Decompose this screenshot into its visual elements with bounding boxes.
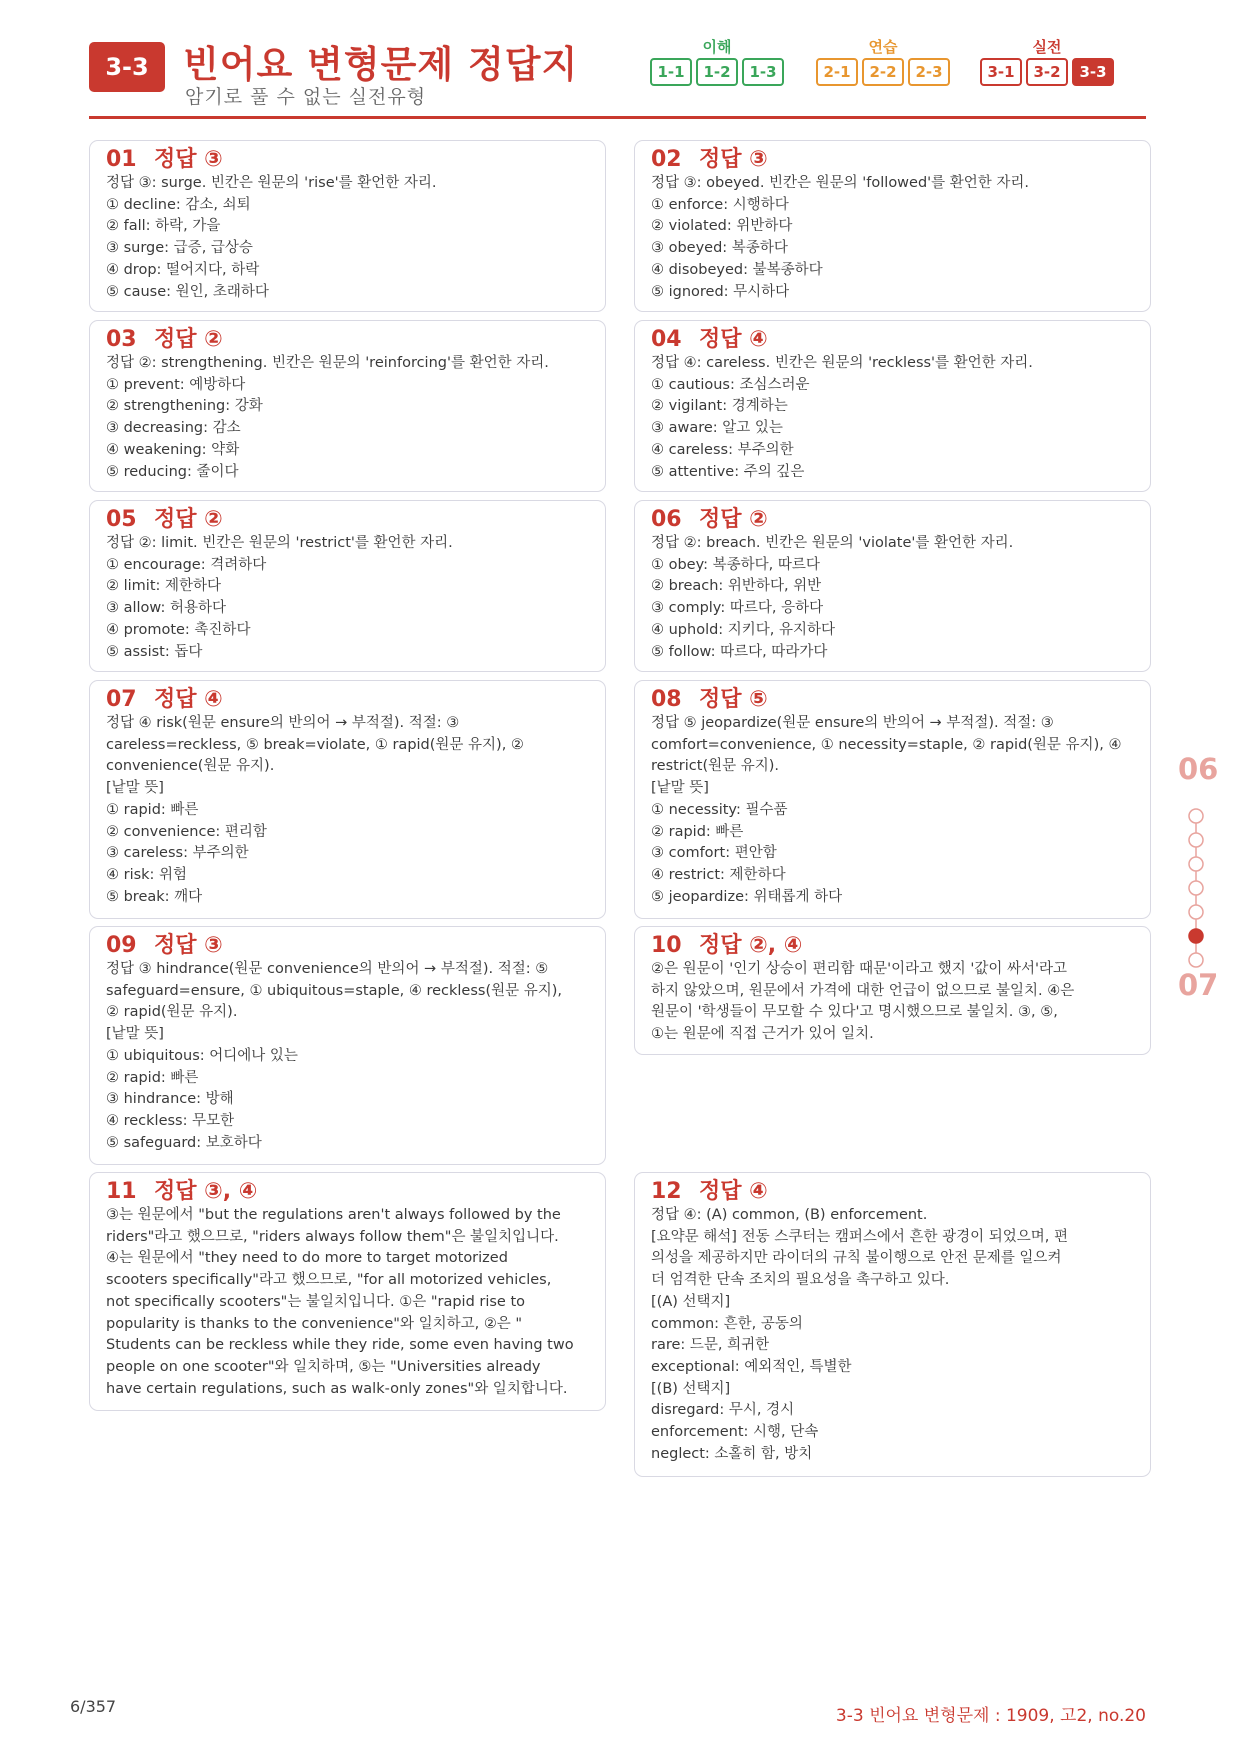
nav-button-1-2[interactable]: 1-2 [696,58,738,86]
card-heading [106,146,590,173]
question-number: 01 [106,147,137,172]
explanation-line: scooters specifically"라고 했으므로, "for all motorized vehicles, [106,1272,552,1289]
answer-label: 정답 ④ [154,687,223,712]
page-subtitle: 암기로 풀 수 없는 실전유형 [185,86,427,108]
explanation-line: ① enforce: 시행하다 [651,196,789,213]
answer-label: 정답 ②, ④ [699,933,803,958]
explanation-line: ① prevent: 예방하다 [106,376,246,393]
card-heading [106,932,590,959]
explanation-line: riders"라고 했으므로, "riders always follow them"은 불일치입니다. [106,1228,559,1245]
nav-button-3-2[interactable]: 3-2 [1026,58,1068,86]
explanation-line: ① rapid: 빠른 [106,801,199,818]
nav-group-practice [816,36,950,86]
answer-label: 정답 ② [699,507,768,532]
question-number: 02 [651,147,682,172]
answer-label: 정답 ② [154,507,223,532]
explanation-line: ② strengthening: 강화 [106,398,263,415]
question-number: 06 [651,507,682,532]
nav-group-label: 실전 [1032,38,1062,56]
explanation-line: safeguard=ensure, ① ubiquitous=staple, ④ reckless(원문 유지), [106,982,563,999]
explanation-line: ① encourage: 격려하다 [106,556,267,573]
answer-card-11 [89,1172,606,1411]
section-badge: 3-3 [89,42,165,92]
explanation-line: [낱말 뜻] [106,780,164,797]
explanation-line: 의성을 제공하지만 라이더의 규칙 불이행으로 안전 문제를 일으켜 [651,1250,1062,1267]
explanation-line: ① cautious: 조심스러운 [651,376,810,393]
explanation-line: ④ restrict: 제한하다 [651,866,786,883]
side-marker [1189,809,1203,823]
answer-label: 정답 ③ [154,933,223,958]
answer-card-03 [89,320,606,492]
explanation-line: ⑤ safeguard: 보호하다 [106,1134,262,1151]
explanation-line: disregard: 무시, 경시 [651,1402,795,1419]
page-title: 빈어요 변형문제 정답지 [183,43,579,86]
nav-button-3-3-active[interactable]: 3-3 [1072,58,1114,86]
side-marker [1189,953,1203,967]
explanation-line: 원문이 '학생들이 무모할 수 있다'고 명시했으므로 불일치. ③, ⑤, [651,1004,1058,1021]
answer-label: 정답 ⑤ [699,687,768,712]
answer-card-05 [89,500,606,672]
question-number: 11 [106,1179,137,1204]
question-number: 09 [106,933,137,958]
answer-label: 정답 ③, ④ [154,1179,258,1204]
explanation-line: rare: 드문, 희귀한 [651,1337,770,1354]
answer-card-07 [89,680,606,919]
explanation-line: ④ drop: 떨어지다, 하락 [106,261,260,278]
explanation-line: [(A) 선택지] [651,1293,731,1310]
explanation-line: ④ promote: 촉진하다 [106,621,251,638]
nav-group-real [980,36,1114,86]
explanation-line: [요약문 해석] 전동 스쿠터는 캠퍼스에서 흔한 광경이 되었으며, 편 [651,1228,1068,1245]
explanation-line: [낱말 뜻] [651,780,709,797]
side-progress-track [1187,808,1205,968]
explanation-line: 더 엄격한 단속 조치의 필요성을 촉구하고 있다. [651,1272,950,1289]
source-reference: 3-3 빈어요 변형문제 : 1909, 고2, no.20 [835,1706,1146,1726]
explanation-line: [낱말 뜻] [106,1026,164,1043]
explanation-line: ③ obeyed: 복종하다 [651,240,788,257]
explanation-line: 정답 ⑤ jeopardize(원문 ensure의 반의어 → 부적절). 적절: ③ [651,715,1054,731]
explanation-line: 정답 ②: limit. 빈칸은 원문의 'restrict'를 환언한 자리. [106,535,453,551]
nav-button-3-1[interactable]: 3-1 [980,58,1022,86]
nav-button-2-1[interactable]: 2-1 [816,58,858,86]
explanation-line: comfort=convenience, ① necessity=staple, ② rapid(원문 유지), ④ [651,736,1122,753]
answer-label: 정답 ③ [699,147,768,172]
page-header [89,36,1146,120]
explanation-line: ①는 원문에 직접 근거가 있어 일치. [651,1026,874,1043]
explanation-line: 정답 ④: (A) common, (B) enforcement. [651,1207,928,1223]
answer-label: 정답 ④ [699,1179,768,1204]
side-number-top: 06 [1178,752,1219,786]
answer-card-09 [89,926,606,1165]
explanation-line: ④ disobeyed: 불복종하다 [651,261,823,278]
explanation-line: ⑤ break: 깨다 [106,888,203,905]
explanation-line: 정답 ②: breach. 빈칸은 원문의 'violate'를 환언한 자리. [651,535,1014,551]
explanation-line: ② fall: 하락, 가을 [106,218,221,235]
nav-button-2-3[interactable]: 2-3 [908,58,950,86]
nav-button-1-3[interactable]: 1-3 [742,58,784,86]
header-divider [89,116,1146,119]
explanation-line: common: 흔한, 공동의 [651,1315,803,1332]
nav-group-label: 이해 [702,38,732,56]
explanation-line: ② limit: 제한하다 [106,578,222,595]
card-heading [651,506,1135,533]
explanation-line: 정답 ③: surge. 빈칸은 원문의 'rise'를 환언한 자리. [106,175,437,191]
answer-card-06 [634,500,1151,672]
explanation-line: 정답 ④: careless. 빈칸은 원문의 'reckless'를 환언한 자리. [651,355,1033,371]
card-heading [106,506,590,533]
explanation-line: ③ comply: 따르다, 응하다 [651,600,824,617]
explanation-line: ② rapid: 빠른 [106,1069,199,1086]
answer-card-04 [634,320,1151,492]
explanation-line: 정답 ③ hindrance(원문 convenience의 반의어 → 부적절). 적절: ⑤ [106,961,549,977]
explanation-line: ① decline: 감소, 쇠퇴 [106,196,251,213]
card-heading [651,146,1135,173]
card-heading [651,1178,1135,1205]
explanation-line: ③ surge: 급증, 급상승 [106,240,253,257]
card-heading [106,326,590,353]
explanation-line: popularity is thanks to the convenience"와 일치하고, ②은 " [106,1315,523,1332]
explanation-line: careless=reckless, ⑤ break=violate, ① rapid(원문 유지), ② [106,736,524,753]
explanation-line: ⑤ follow: 따르다, 따라가다 [651,643,828,660]
explanation-line: ③ comfort: 편안함 [651,845,777,862]
question-number: 05 [106,507,137,532]
explanation-line: enforcement: 시행, 단속 [651,1424,819,1441]
explanation-line: 정답 ②: strengthening. 빈칸은 원문의 'reinforcing'를 환언한 자리. [106,355,549,371]
card-heading [106,686,590,713]
explanation-line: ② violated: 위반하다 [651,218,793,235]
question-number: 07 [106,687,137,712]
explanation-line: not specifically scooters"는 불일치입니다. ①은 "rapid rise to [106,1293,526,1310]
answer-card-02 [634,140,1151,312]
explanation-line: ② vigilant: 경계하는 [651,398,788,415]
explanation-line: Students can be reckless while they ride, some even having two [106,1337,574,1354]
side-marker [1189,881,1203,895]
explanation-line: ③ hindrance: 방해 [106,1091,234,1108]
explanation-line: ③ decreasing: 감소 [106,420,241,437]
explanation-line: 하지 않았으며, 원문에서 가격에 대한 언급이 없으므로 불일치. ④은 [651,982,1075,999]
explanation-line: restrict(원문 유지). [651,758,780,775]
answer-card-12 [634,1172,1151,1477]
explanation-line: ① ubiquitous: 어디에나 있는 [106,1047,298,1064]
explanation-line: [(B) 선택지] [651,1380,731,1397]
explanation-line: ⑤ attentive: 주의 깊은 [651,463,805,480]
page-number: 6/357 [70,1697,117,1716]
question-number: 12 [651,1179,682,1204]
explanation-line: ⑤ reducing: 줄이다 [106,463,239,480]
nav-group-understanding [650,36,784,86]
answer-card-01 [89,140,606,312]
side-number-bottom: 07 [1178,968,1219,1002]
card-heading [651,326,1135,353]
explanation-line: people on one scooter"와 일치하며, ⑤는 "Universities already [106,1358,541,1375]
explanation-line: ③ allow: 허용하다 [106,600,227,617]
explanation-line: ③ careless: 부주의한 [106,845,249,862]
side-marker [1189,905,1203,919]
explanation-line: ⑤ ignored: 무시하다 [651,283,790,300]
question-number: 04 [651,327,682,352]
explanation-line: ③ aware: 알고 있는 [651,420,783,437]
explanation-line: 정답 ④ risk(원문 ensure의 반의어 → 부적절). 적절: ③ [106,715,460,731]
explanation-line: ⑤ assist: 돕다 [106,643,203,660]
card-heading [651,932,1135,959]
nav-button-2-2[interactable]: 2-2 [862,58,904,86]
explanation-line: ④ weakening: 약화 [106,441,240,458]
explanation-line: ② rapid(원문 유지). [106,1004,238,1021]
explanation-line: ② rapid: 빠른 [651,823,744,840]
explanation-line: ② breach: 위반하다, 위반 [651,578,822,595]
card-heading [651,686,1135,713]
explanation-line: neglect: 소홀히 함, 방치 [651,1445,813,1462]
side-marker-active [1189,929,1203,943]
card-heading [106,1178,590,1205]
explanation-line: ③는 원문에서 "but the regulations aren't always followed by the [106,1207,561,1223]
nav-group-label: 연습 [868,38,898,56]
explanation-line: ④ risk: 위험 [106,866,188,883]
explanation-line: exceptional: 예외적인, 특별한 [651,1358,852,1375]
answer-label: 정답 ④ [699,327,768,352]
explanation-line: ② convenience: 편리함 [106,823,267,840]
explanation-line: ④는 원문에서 "they need to do more to target motorized [106,1250,508,1267]
explanation-line: ④ reckless: 무모한 [106,1112,235,1129]
side-marker [1189,857,1203,871]
question-number: 03 [106,327,137,352]
explanation-line: have certain regulations, such as walk-only zones"와 일치합니다. [106,1380,568,1397]
answer-card-10 [634,926,1151,1055]
question-number: 10 [651,933,682,958]
explanation-line: ① obey: 복종하다, 따르다 [651,556,820,573]
explanation-line: ⑤ jeopardize: 위태롭게 하다 [651,888,843,905]
explanation-line: convenience(원문 유지). [106,758,275,775]
explanation-line: ⑤ cause: 원인, 초래하다 [106,283,269,300]
explanation-line: ④ uphold: 지키다, 유지하다 [651,621,836,638]
explanation-line: 정답 ③: obeyed. 빈칸은 원문의 'followed'를 환언한 자리. [651,175,1030,191]
explanation-line: ④ careless: 부주의한 [651,441,794,458]
side-marker [1189,833,1203,847]
answer-label: 정답 ② [154,327,223,352]
explanation-line: ②은 원문이 '인기 상승이 편리함 때문'이라고 했지 '값이 싸서'라고 [651,961,1067,977]
answer-label: 정답 ③ [154,147,223,172]
explanation-line: ① necessity: 필수품 [651,801,788,818]
question-number: 08 [651,687,682,712]
answer-card-08 [634,680,1151,919]
nav-button-1-1[interactable]: 1-1 [650,58,692,86]
